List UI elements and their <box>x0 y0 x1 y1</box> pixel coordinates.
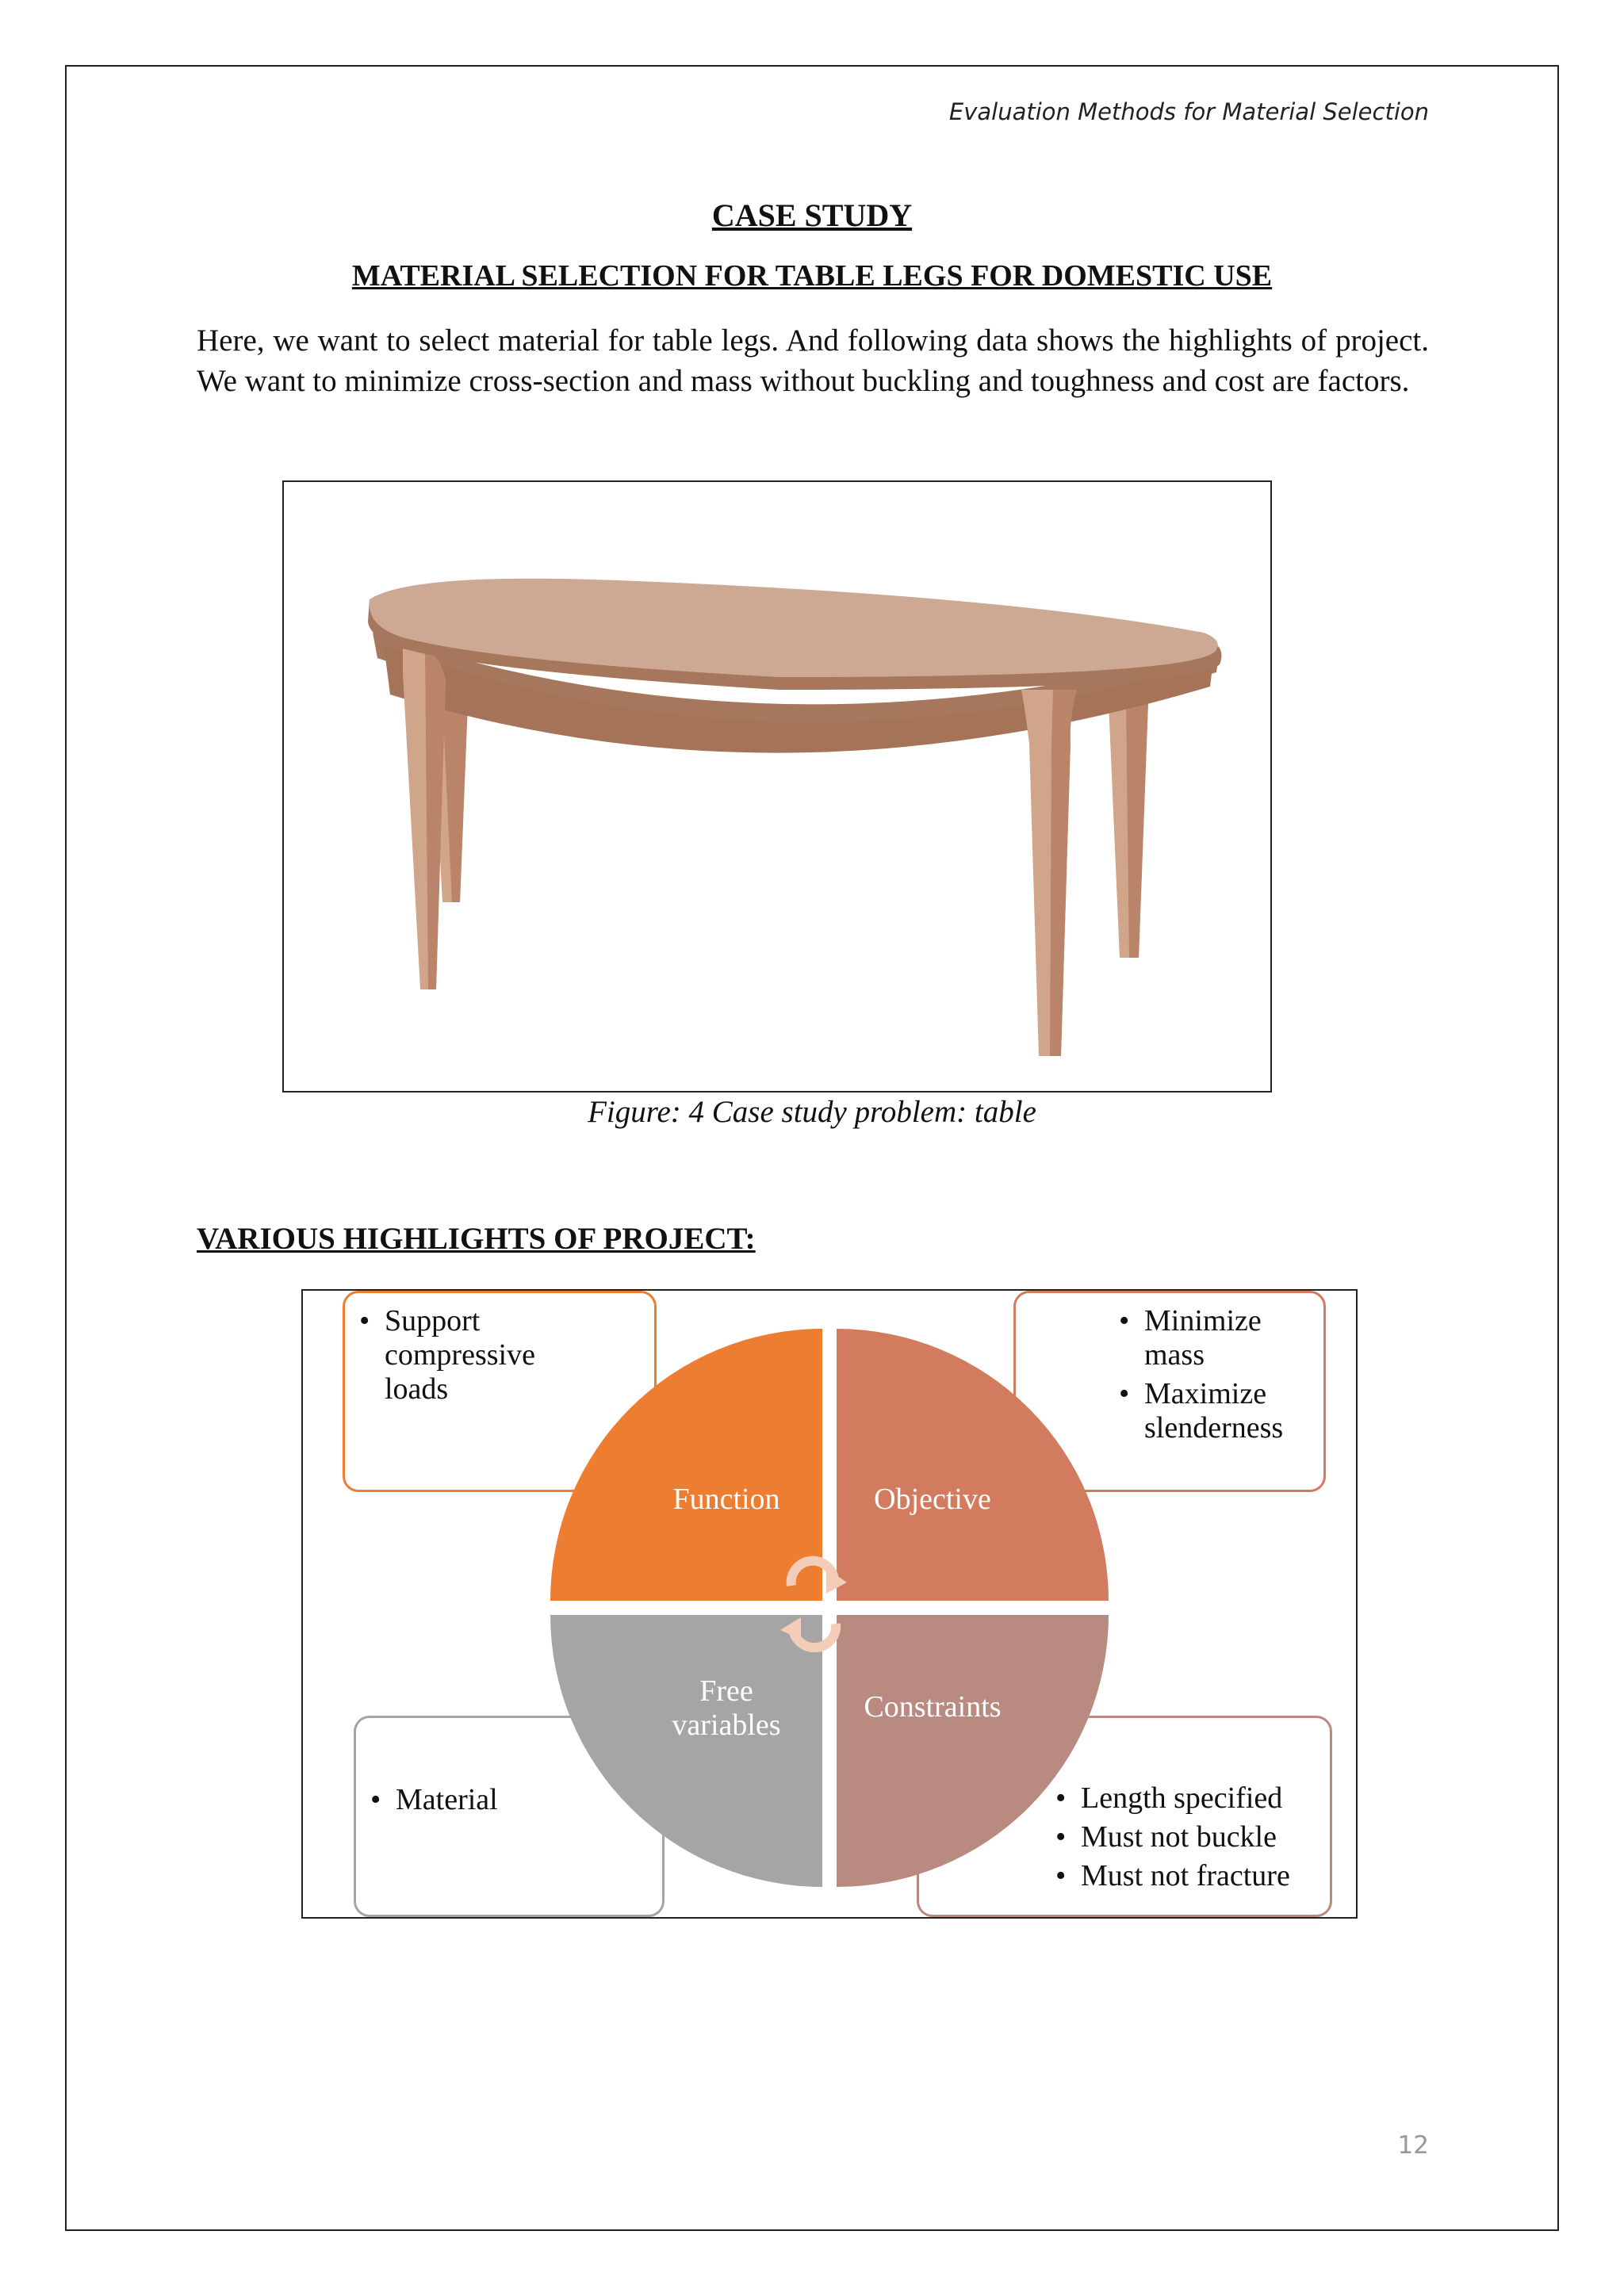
function-label: Function <box>672 1483 780 1516</box>
figure-caption: Figure: 4 Case study problem: table <box>588 1095 1036 1129</box>
constraints-item: • Must not buckle <box>1055 1820 1325 1854</box>
function-quadrant <box>550 1329 822 1601</box>
constraints-item: • Must not fracture <box>1055 1859 1325 1893</box>
objective-quadrant <box>837 1329 1109 1601</box>
function-item: • Support compressive loads <box>359 1304 518 1406</box>
constraints-item: • Length specified <box>1055 1781 1325 1816</box>
case-study-subtitle: MATERIAL SELECTION FOR TABLE LEGS FOR DOMESTIC USE <box>351 259 1273 293</box>
objective-item: • Maximize slenderness <box>1119 1377 1317 1445</box>
objective-item: • Minimize mass <box>1119 1304 1287 1372</box>
page-number: 12 <box>1397 2131 1429 2160</box>
free-variables-item: • Material <box>370 1783 529 1817</box>
free-variables-label: Free variables <box>672 1674 781 1742</box>
case-study-title: CASE STUDY <box>711 197 913 233</box>
objective-label: Objective <box>874 1483 991 1516</box>
constraints-quadrant <box>837 1615 1109 1887</box>
table-leg-front-right-shade <box>1050 690 1077 1056</box>
running-header: Evaluation Methods for Material Selection <box>948 98 1429 125</box>
table-illustration <box>284 482 1270 1091</box>
table-figure <box>282 480 1272 1093</box>
constraints-label: Constraints <box>864 1690 1002 1724</box>
table-leg-back-right-shade <box>1126 702 1148 958</box>
free-variables-quadrant <box>550 1615 822 1887</box>
intro-paragraph: Here, we want to select material for table legs. And following data shows the highlights of project. We want to minimize cross-section and mass without buckling and toughness and cost are factors. <box>197 323 1429 398</box>
section-heading: VARIOUS HIGHLIGHTS OF PROJECT: <box>197 1222 756 1256</box>
highlights-diagram <box>301 1289 1358 1919</box>
quadrant-circle <box>303 1291 1356 1917</box>
